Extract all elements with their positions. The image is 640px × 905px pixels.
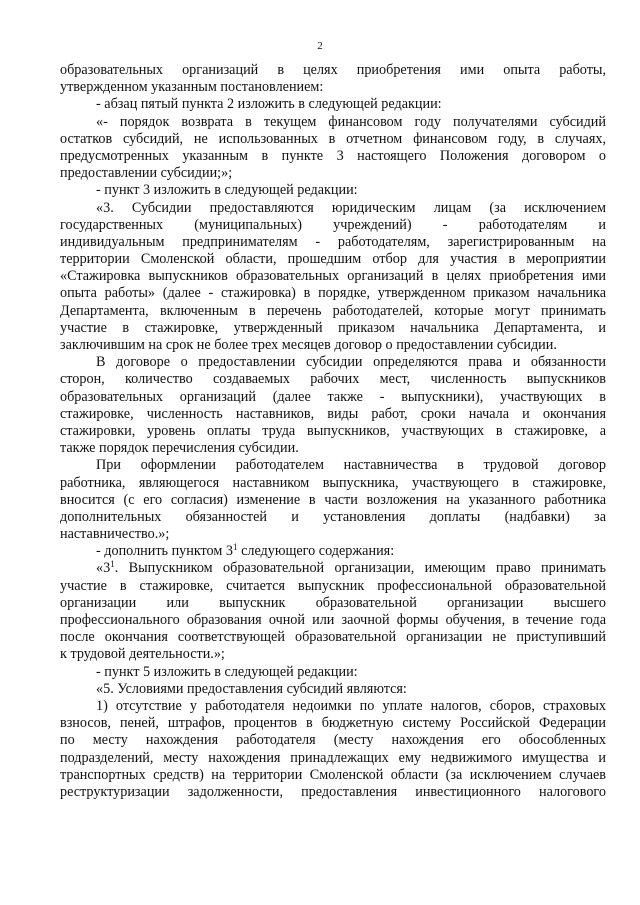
text-line: организации или выпускник образовательной организации высшего	[60, 594, 606, 611]
text-line: предоставлении субсидии;»;	[60, 165, 233, 182]
text-line: заключившим на срок не более трех месяцев договор о предоставлении субсидии.	[60, 337, 557, 353]
text-line: образовательных организаций (далее также - выпускники), участвующих в	[60, 388, 606, 405]
text-line: Департамента, включенным в перечень работодателей, которые могут принимать	[60, 302, 606, 319]
text-line: индивидуальным предпринимателям - работодателям, зарегистрированным на	[60, 233, 606, 250]
text-line: участие в стажировке, считается выпускник профессиональной образовательной	[60, 577, 606, 594]
text-line: утвержденном указанным постановлением:	[60, 79, 324, 96]
text-line: - дополнить пунктом $3^1$ следующего содержания:	[96, 543, 395, 560]
text-line: - пункт 3 изложить в следующей редакции:	[96, 182, 358, 199]
text-line: предусмотренных указанным в пункте 3 настоящего Положения договором о	[60, 147, 606, 164]
text-line: 1) отсутствие у работодателя недоимки по уплате налогов, сборов, страховых	[96, 697, 606, 714]
text-line: реструктуризации задолженности, предоставления инвестиционного налогового	[60, 783, 606, 800]
text-line: работника, являющегося наставником выпускника, участвующего в стажировке,	[60, 474, 606, 491]
text-line: также порядок перечисления субсидии.	[60, 440, 299, 457]
text-line: участие в стажировке, утвержденный приказом начальника Департамента, и	[60, 319, 606, 336]
text-line: после окончания соответствующей образовательной организации не приступивший	[60, 629, 606, 646]
text-line: транспортных средств) на территории Смоленской области (за исключением случаев	[60, 766, 606, 783]
text-line: «Стажировка выпускников образовательных организаций в целях приобретения ими	[60, 268, 606, 285]
text-line: - абзац пятый пункта 2 изложить в следующей редакции:	[96, 96, 442, 113]
text-line: дополнительных обязанностей и установления доплаты (надбавки) за	[60, 508, 606, 525]
text-line: «5. Условиями предоставления субсидий являются:	[96, 680, 407, 697]
text-line: образовательных организаций в целях приобретения ими опыта работы,	[60, 62, 606, 78]
text-line: «$3^1$. Выпускником образовательной организации, имеющим право принимать	[96, 560, 606, 577]
document-body	[60, 62, 606, 801]
text-line: «3. Субсидии предоставляются юридическим лицам (за исключением	[96, 199, 606, 216]
text-line: остатков субсидий, не использованных в отчетном финансовом году, в случаях,	[60, 130, 606, 147]
text-line: - пункт 5 изложить в следующей редакции:	[96, 663, 358, 680]
text-line: государственных (муниципальных) учреждений) - работодателям и	[60, 216, 606, 233]
text-line: При оформлении работодателем наставничества в трудовой договор	[96, 457, 606, 474]
text-line: В договоре о предоставлении субсидии определяются права и обязанности	[96, 354, 606, 371]
text-line: территории Смоленской области, прошедшим отбор для участия в мероприятии	[60, 251, 606, 268]
text-line: «- порядок возврата в текущем финансовом году получателями субсидий	[96, 113, 606, 130]
text-line: подразделений, месту нахождения принадлежащих ему недвижимого имущества и	[60, 749, 606, 766]
text-line: вносится (с его согласия) изменение в части возложения на указанного работника	[60, 491, 606, 508]
text-line: стажировке, численность наставников, виды работ, сроки начала и окончания	[60, 405, 606, 422]
text-line: сторон, количество создаваемых рабочих мест, численность выпускников	[60, 371, 606, 388]
text-line: наставничество.»;	[60, 526, 170, 543]
text-line: профессионального образования очной или заочной формы обучения, в течение года	[60, 612, 606, 628]
text-line: по месту нахождения работодателя (месту нахождения его обособленных	[60, 732, 606, 749]
text-line: опыта работы» (далее - стажировка) в порядке, утвержденном приказом начальника	[60, 285, 606, 302]
text-line: к трудовой деятельности.»;	[60, 646, 225, 663]
page-number: 2	[317, 40, 323, 52]
text-line: стажировки, уровень оплаты труда выпускников, участвующих в стажировке, а	[60, 422, 606, 439]
text-line: взносов, пеней, штрафов, процентов в бюджетную систему Российской Федерации	[60, 715, 606, 732]
